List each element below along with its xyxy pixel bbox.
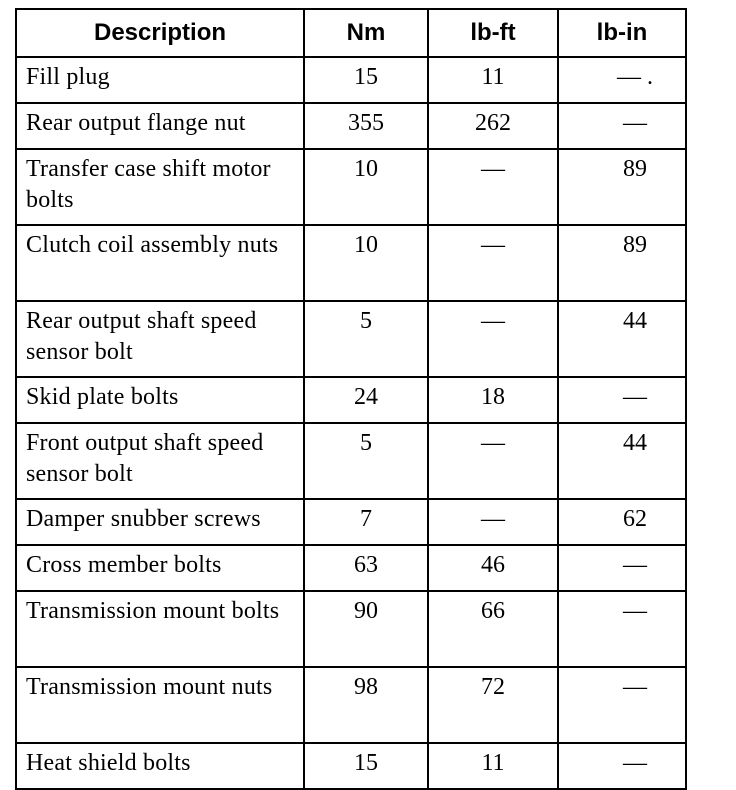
table-row	[16, 545, 686, 591]
cell-lbft: —	[428, 423, 558, 499]
cell-lbft: —	[428, 149, 558, 225]
cell-description: Damper snubber screws	[16, 499, 304, 545]
cell-description: Transmission mount bolts	[16, 591, 304, 667]
cell-nm: 5	[304, 301, 428, 377]
cell-description: Front output shaft speed sensor bolt	[16, 423, 304, 499]
cell-lbft: 11	[428, 743, 558, 789]
table-row	[16, 57, 686, 103]
cell-lbft: 66	[428, 591, 558, 667]
cell-lbin: —	[558, 545, 686, 591]
table-row	[16, 499, 686, 545]
cell-lbin: 44	[558, 423, 686, 499]
header-row	[16, 9, 686, 57]
cell-lbft: 46	[428, 545, 558, 591]
header-lbft: lb-ft	[428, 9, 558, 57]
cell-description: Cross member bolts	[16, 545, 304, 591]
cell-nm: 10	[304, 225, 428, 301]
cell-nm: 15	[304, 743, 428, 789]
cell-lbft: —	[428, 301, 558, 377]
cell-description: Rear output shaft speed sensor bolt	[16, 301, 304, 377]
cell-lbin: 62	[558, 499, 686, 545]
cell-nm: 90	[304, 591, 428, 667]
table-row	[16, 301, 686, 377]
cell-description: Skid plate bolts	[16, 377, 304, 423]
cell-nm: 98	[304, 667, 428, 743]
cell-nm: 24	[304, 377, 428, 423]
cell-lbft: 72	[428, 667, 558, 743]
cell-nm: 5	[304, 423, 428, 499]
table-row	[16, 225, 686, 301]
header-nm: Nm	[304, 9, 428, 57]
cell-description: Clutch coil assembly nuts	[16, 225, 304, 301]
table-row	[16, 103, 686, 149]
table-row	[16, 377, 686, 423]
cell-lbin: —	[558, 667, 686, 743]
torque-spec-table	[15, 8, 687, 790]
cell-nm: 63	[304, 545, 428, 591]
cell-description: Heat shield bolts	[16, 743, 304, 789]
cell-description: Transfer case shift motor bolts	[16, 149, 304, 225]
cell-lbft: —	[428, 499, 558, 545]
table-row	[16, 667, 686, 743]
header-lbin: lb-in	[558, 9, 686, 57]
cell-lbin: 89	[558, 149, 686, 225]
cell-lbin: — .	[558, 57, 686, 103]
cell-nm: 7	[304, 499, 428, 545]
cell-lbft: 11	[428, 57, 558, 103]
cell-nm: 15	[304, 57, 428, 103]
cell-lbin: —	[558, 591, 686, 667]
cell-description: Rear output flange nut	[16, 103, 304, 149]
cell-description: Transmission mount nuts	[16, 667, 304, 743]
cell-lbft: 262	[428, 103, 558, 149]
cell-lbin: —	[558, 743, 686, 789]
cell-lbft: 18	[428, 377, 558, 423]
cell-lbft: —	[428, 225, 558, 301]
cell-lbin: —	[558, 103, 686, 149]
cell-nm: 355	[304, 103, 428, 149]
header-description: Description	[16, 9, 304, 57]
table-row	[16, 149, 686, 225]
cell-description: Fill plug	[16, 57, 304, 103]
table-row	[16, 591, 686, 667]
cell-lbin: —	[558, 377, 686, 423]
cell-nm: 10	[304, 149, 428, 225]
table-row	[16, 743, 686, 789]
table-row	[16, 423, 686, 499]
cell-lbin: 44	[558, 301, 686, 377]
cell-lbin: 89	[558, 225, 686, 301]
